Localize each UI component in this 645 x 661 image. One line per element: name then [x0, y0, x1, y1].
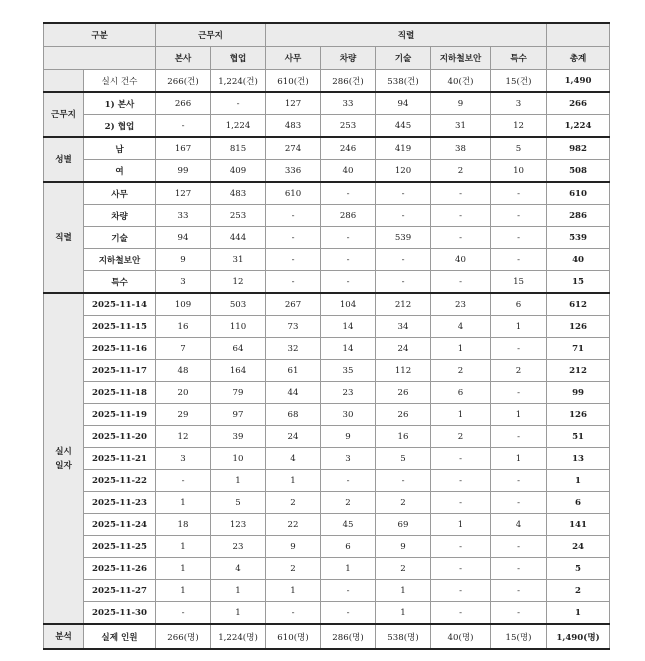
value-cell: 267 — [266, 293, 321, 316]
dates-row — [44, 514, 610, 536]
value-cell: 10 — [491, 160, 547, 183]
value-cell: 34 — [376, 316, 431, 338]
value-cell: 1 — [321, 558, 376, 580]
col-header: 본사 — [156, 47, 211, 70]
value-cell: 6 — [431, 382, 491, 404]
value-cell: 15(명) — [491, 624, 547, 649]
total-cell: 1 — [547, 602, 610, 625]
dates-row — [44, 338, 610, 360]
header-category: 구분 — [44, 23, 156, 47]
value-cell: 99 — [156, 160, 211, 183]
gender-row — [44, 137, 610, 160]
value-cell: 286(명) — [321, 624, 376, 649]
col-header: 기술 — [376, 47, 431, 70]
value-cell: 39 — [211, 426, 266, 448]
row-label: 지하철보안 — [84, 249, 156, 271]
value-cell: 1 — [266, 470, 321, 492]
value-cell: - — [321, 249, 376, 271]
value-cell: 253 — [211, 205, 266, 227]
col-header: 총계 — [547, 47, 610, 70]
total-cell: 539 — [547, 227, 610, 249]
value-cell: 1 — [156, 536, 211, 558]
row-label: 2) 협업 — [84, 115, 156, 138]
value-cell: 9 — [156, 249, 211, 271]
value-cell: - — [431, 227, 491, 249]
row-label: 2025-11-15 — [84, 316, 156, 338]
value-cell: 2 — [491, 360, 547, 382]
total-cell: 13 — [547, 448, 610, 470]
header-row-2 — [44, 47, 610, 70]
value-cell: 12 — [156, 426, 211, 448]
value-cell: 33 — [156, 205, 211, 227]
value-cell: 45 — [321, 514, 376, 536]
value-cell: - — [431, 602, 491, 625]
job-row — [44, 249, 610, 271]
col-header: 지하철보안 — [431, 47, 491, 70]
col-header: 특수 — [491, 47, 547, 70]
value-cell: 6 — [491, 293, 547, 316]
dates-row — [44, 558, 610, 580]
value-cell: 1 — [431, 338, 491, 360]
row-label: 2025-11-14 — [84, 293, 156, 316]
value-cell: 2 — [376, 558, 431, 580]
value-cell: 1,224(건) — [211, 70, 266, 93]
value-cell: - — [491, 426, 547, 448]
row-label: 2025-11-22 — [84, 470, 156, 492]
value-cell: - — [491, 492, 547, 514]
row-label: 2025-11-16 — [84, 338, 156, 360]
value-cell: 266(건) — [156, 70, 211, 93]
value-cell: 33 — [321, 92, 376, 115]
total-cell: 15 — [547, 271, 610, 294]
total-cell: 1,490(명) — [547, 624, 610, 649]
value-cell: 24 — [376, 338, 431, 360]
job-section-label: 직렬 — [44, 182, 84, 293]
value-cell: 94 — [376, 92, 431, 115]
value-cell: 5 — [491, 137, 547, 160]
value-cell: 538(건) — [376, 70, 431, 93]
row-label: 여 — [84, 160, 156, 183]
value-cell: 610(건) — [266, 70, 321, 93]
dates-section-label — [44, 293, 84, 624]
total-cell: 982 — [547, 137, 610, 160]
row-label: 2025-11-24 — [84, 514, 156, 536]
value-cell: 4 — [491, 514, 547, 536]
value-cell: - — [156, 470, 211, 492]
value-cell: 212 — [376, 293, 431, 316]
row-label: 2025-11-20 — [84, 426, 156, 448]
value-cell: 4 — [266, 448, 321, 470]
value-cell: - — [491, 182, 547, 205]
value-cell: 40 — [431, 249, 491, 271]
value-cell: 23 — [431, 293, 491, 316]
value-cell: 18 — [156, 514, 211, 536]
row-label: 차량 — [84, 205, 156, 227]
count-row-blank — [44, 70, 84, 93]
value-cell: 274 — [266, 137, 321, 160]
value-cell: - — [431, 205, 491, 227]
value-cell: 266(명) — [156, 624, 211, 649]
value-cell: - — [491, 558, 547, 580]
gender-section-label: 성별 — [44, 137, 84, 182]
value-cell: 127 — [266, 92, 321, 115]
value-cell: 1 — [211, 580, 266, 602]
value-cell: - — [491, 227, 547, 249]
value-cell: 3 — [491, 92, 547, 115]
count-row — [44, 70, 610, 93]
dates-row — [44, 360, 610, 382]
value-cell: - — [376, 470, 431, 492]
value-cell: 29 — [156, 404, 211, 426]
total-cell: 40 — [547, 249, 610, 271]
workplace-row — [44, 115, 610, 138]
value-cell: 445 — [376, 115, 431, 138]
value-cell: 266 — [156, 92, 211, 115]
value-cell: 14 — [321, 338, 376, 360]
value-cell: 1 — [431, 404, 491, 426]
value-cell: 26 — [376, 382, 431, 404]
value-cell: 2 — [431, 360, 491, 382]
value-cell: 9 — [431, 92, 491, 115]
value-cell: - — [431, 271, 491, 294]
job-row — [44, 205, 610, 227]
row-label: 특수 — [84, 271, 156, 294]
analysis-row — [44, 624, 610, 649]
value-cell: 444 — [211, 227, 266, 249]
value-cell: - — [491, 205, 547, 227]
value-cell: 64 — [211, 338, 266, 360]
value-cell: 16 — [376, 426, 431, 448]
value-cell: 40(건) — [431, 70, 491, 93]
total-cell: 286 — [547, 205, 610, 227]
value-cell: 127 — [156, 182, 211, 205]
value-cell: 94 — [156, 227, 211, 249]
value-cell: - — [266, 602, 321, 625]
value-cell: 5 — [376, 448, 431, 470]
value-cell: - — [211, 92, 266, 115]
value-cell: 503 — [211, 293, 266, 316]
total-cell: 1 — [547, 470, 610, 492]
value-cell: 23 — [321, 382, 376, 404]
gender-row — [44, 160, 610, 183]
total-cell: 126 — [547, 404, 610, 426]
value-cell: - — [431, 536, 491, 558]
dates-row — [44, 580, 610, 602]
total-cell: 2 — [547, 580, 610, 602]
value-cell: - — [431, 492, 491, 514]
value-cell: 40 — [321, 160, 376, 183]
value-cell: 38 — [431, 137, 491, 160]
row-label: 2025-11-25 — [84, 536, 156, 558]
value-cell: 1 — [211, 470, 266, 492]
value-cell: - — [266, 205, 321, 227]
value-cell: 79 — [211, 382, 266, 404]
value-cell: 3 — [156, 448, 211, 470]
job-row — [44, 271, 610, 294]
dates-row — [44, 470, 610, 492]
value-cell: - — [321, 227, 376, 249]
value-cell: 9 — [321, 426, 376, 448]
total-cell: 51 — [547, 426, 610, 448]
value-cell: - — [491, 470, 547, 492]
total-cell: 99 — [547, 382, 610, 404]
value-cell: 22 — [266, 514, 321, 536]
total-cell: 508 — [547, 160, 610, 183]
value-cell: 61 — [266, 360, 321, 382]
col-header: 사무 — [266, 47, 321, 70]
value-cell: 9 — [376, 536, 431, 558]
row-label: 2025-11-18 — [84, 382, 156, 404]
total-cell: 212 — [547, 360, 610, 382]
value-cell: 2 — [266, 492, 321, 514]
total-cell: 266 — [547, 92, 610, 115]
value-cell: 539 — [376, 227, 431, 249]
row-label: 2025-11-30 — [84, 602, 156, 625]
header-workplace: 근무지 — [156, 23, 266, 47]
value-cell: 9 — [266, 536, 321, 558]
total-cell: 71 — [547, 338, 610, 360]
row-label: 사무 — [84, 182, 156, 205]
value-cell: - — [431, 558, 491, 580]
dates-label-line1: 실시 — [55, 446, 72, 457]
value-cell: 286(건) — [321, 70, 376, 93]
value-cell: 44 — [266, 382, 321, 404]
value-cell: 109 — [156, 293, 211, 316]
total-cell: 141 — [547, 514, 610, 536]
value-cell: - — [491, 338, 547, 360]
value-cell: - — [376, 182, 431, 205]
dates-row — [44, 536, 610, 558]
value-cell: 1 — [376, 580, 431, 602]
value-cell: 2 — [321, 492, 376, 514]
dates-row — [44, 448, 610, 470]
total-cell: 126 — [547, 316, 610, 338]
value-cell: - — [491, 382, 547, 404]
value-cell: - — [431, 470, 491, 492]
value-cell: 6 — [321, 536, 376, 558]
job-row — [44, 227, 610, 249]
value-cell: - — [321, 182, 376, 205]
value-cell: 409 — [211, 160, 266, 183]
value-cell: 40(명) — [431, 624, 491, 649]
value-cell: - — [491, 249, 547, 271]
value-cell: 112 — [376, 360, 431, 382]
value-cell: - — [491, 580, 547, 602]
value-cell: 286 — [321, 205, 376, 227]
dates-label-line2: 일자 — [55, 460, 72, 471]
value-cell: 1 — [266, 580, 321, 602]
value-cell: 336 — [266, 160, 321, 183]
value-cell: 1 — [431, 514, 491, 536]
value-cell: - — [491, 536, 547, 558]
value-cell: 24 — [266, 426, 321, 448]
count-label: 실시 건수 — [84, 70, 156, 93]
value-cell: 123 — [211, 514, 266, 536]
value-cell: 2 — [431, 426, 491, 448]
total-cell: 610 — [547, 182, 610, 205]
value-cell: - — [491, 602, 547, 625]
value-cell: 31 — [431, 115, 491, 138]
header-blank — [547, 23, 610, 47]
header-job-type: 직렬 — [266, 23, 547, 47]
header-corner — [44, 47, 156, 70]
row-label: 남 — [84, 137, 156, 160]
total-cell: 1,224 — [547, 115, 610, 138]
value-cell: 10 — [211, 448, 266, 470]
value-cell: - — [266, 249, 321, 271]
header-row-1 — [44, 23, 610, 47]
value-cell: 30 — [321, 404, 376, 426]
value-cell: 5 — [211, 492, 266, 514]
value-cell: 167 — [156, 137, 211, 160]
value-cell: - — [321, 271, 376, 294]
value-cell: 104 — [321, 293, 376, 316]
total-cell: 5 — [547, 558, 610, 580]
value-cell: - — [431, 182, 491, 205]
dates-row — [44, 316, 610, 338]
value-cell: 35 — [321, 360, 376, 382]
row-label: 2025-11-19 — [84, 404, 156, 426]
value-cell: 4 — [431, 316, 491, 338]
value-cell: 483 — [211, 182, 266, 205]
value-cell: 610 — [266, 182, 321, 205]
row-label: 1) 본사 — [84, 92, 156, 115]
row-label: 기술 — [84, 227, 156, 249]
row-label: 2025-11-17 — [84, 360, 156, 382]
value-cell: - — [376, 205, 431, 227]
value-cell: 110 — [211, 316, 266, 338]
analysis-label: 분석 — [44, 624, 84, 649]
value-cell: 68 — [266, 404, 321, 426]
workplace-row — [44, 92, 610, 115]
value-cell: 7 — [156, 338, 211, 360]
row-label: 2025-11-26 — [84, 558, 156, 580]
value-cell: 1 — [211, 602, 266, 625]
value-cell: 73 — [266, 316, 321, 338]
value-cell: 48 — [156, 360, 211, 382]
dates-row — [44, 492, 610, 514]
dates-row — [44, 293, 610, 316]
total-cell: 6 — [547, 492, 610, 514]
job-row — [44, 182, 610, 205]
value-cell: 164 — [211, 360, 266, 382]
dates-row — [44, 382, 610, 404]
value-cell: 69 — [376, 514, 431, 536]
value-cell: 32 — [266, 338, 321, 360]
value-cell: - — [376, 249, 431, 271]
value-cell: 1,224 — [211, 115, 266, 138]
row-label: 2025-11-27 — [84, 580, 156, 602]
value-cell: 26 — [376, 404, 431, 426]
value-cell: 483 — [266, 115, 321, 138]
dates-row — [44, 404, 610, 426]
value-cell: 14 — [321, 316, 376, 338]
value-cell: - — [321, 602, 376, 625]
value-cell: 20 — [156, 382, 211, 404]
total-cell: 1,490 — [547, 70, 610, 93]
value-cell: 815 — [211, 137, 266, 160]
value-cell: 31 — [211, 249, 266, 271]
value-cell: - — [376, 271, 431, 294]
value-cell: 1 — [156, 558, 211, 580]
value-cell: 419 — [376, 137, 431, 160]
value-cell: - — [266, 271, 321, 294]
row-label: 2025-11-21 — [84, 448, 156, 470]
value-cell: 246 — [321, 137, 376, 160]
value-cell: 1 — [491, 316, 547, 338]
value-cell: 97 — [211, 404, 266, 426]
value-cell: 1,224(명) — [211, 624, 266, 649]
value-cell: 1 — [156, 492, 211, 514]
value-cell: 12 — [211, 271, 266, 294]
value-cell: 1 — [491, 404, 547, 426]
value-cell: 4 — [211, 558, 266, 580]
analysis-row-label: 실제 인원 — [84, 624, 156, 649]
value-cell: 120 — [376, 160, 431, 183]
value-cell: - — [266, 227, 321, 249]
value-cell: - — [156, 115, 211, 138]
summary-table — [43, 22, 610, 650]
value-cell: 12 — [491, 115, 547, 138]
value-cell: - — [431, 448, 491, 470]
row-label: 2025-11-23 — [84, 492, 156, 514]
value-cell: 2 — [376, 492, 431, 514]
dates-row — [44, 602, 610, 625]
value-cell: 1 — [156, 580, 211, 602]
value-cell: - — [156, 602, 211, 625]
value-cell: 3 — [321, 448, 376, 470]
workplace-section-label: 근무지 — [44, 92, 84, 137]
value-cell: 538(명) — [376, 624, 431, 649]
value-cell: 2 — [266, 558, 321, 580]
value-cell: 15 — [491, 271, 547, 294]
value-cell: - — [321, 470, 376, 492]
value-cell: 16 — [156, 316, 211, 338]
value-cell: 253 — [321, 115, 376, 138]
col-header: 차량 — [321, 47, 376, 70]
total-cell: 612 — [547, 293, 610, 316]
value-cell: - — [321, 580, 376, 602]
dates-row — [44, 426, 610, 448]
value-cell: 1 — [491, 448, 547, 470]
value-cell: 610(명) — [266, 624, 321, 649]
value-cell: 2 — [431, 160, 491, 183]
value-cell: 15(건) — [491, 70, 547, 93]
col-header: 협업 — [211, 47, 266, 70]
value-cell: 23 — [211, 536, 266, 558]
value-cell: - — [431, 580, 491, 602]
value-cell: 3 — [156, 271, 211, 294]
total-cell: 24 — [547, 536, 610, 558]
value-cell: 1 — [376, 602, 431, 625]
